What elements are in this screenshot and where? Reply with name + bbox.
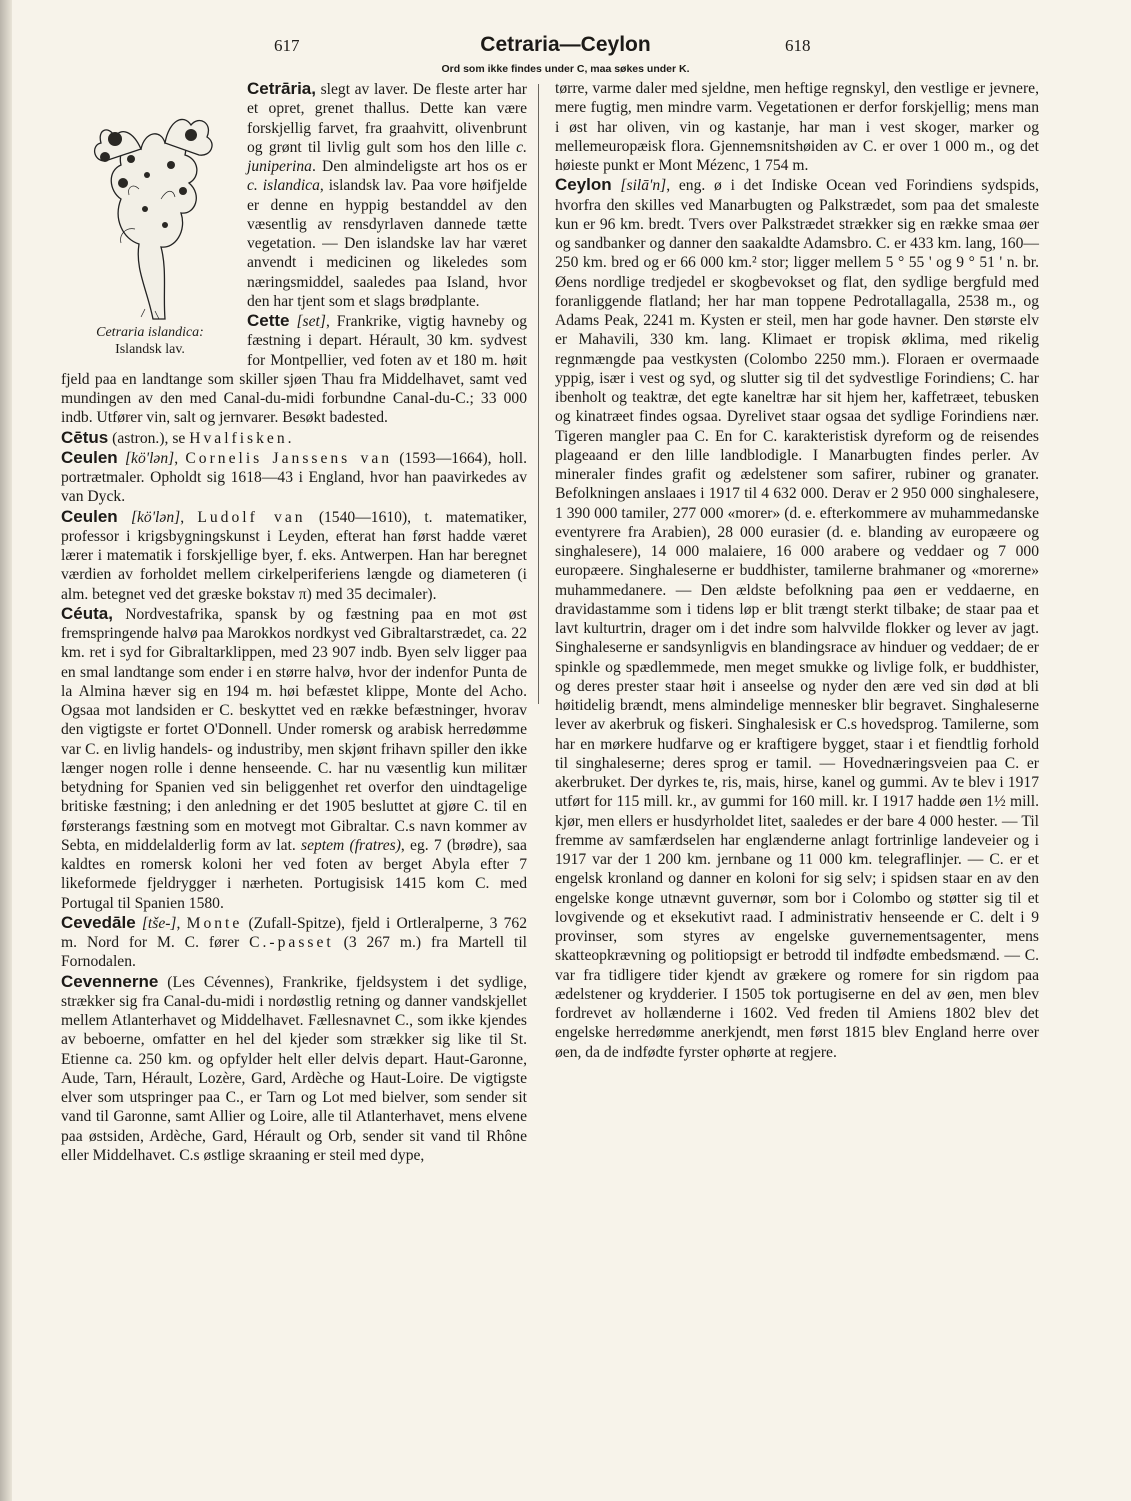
pronunciation: [kö'lən]	[117, 449, 175, 467]
entry-text: ,	[180, 508, 198, 526]
headword: Cette	[247, 311, 290, 330]
entry-text: ,	[176, 914, 187, 932]
entry-ceulen-cornelis	[61, 448, 527, 507]
entry-ceylon	[555, 175, 1039, 1062]
page-number-right: 618	[785, 36, 811, 55]
headword: Cevedāle	[61, 912, 136, 932]
entry-text: , eg. 7 (brødre), saa kaldtes en romersk koloni her ved foten av berget Abyla efter 7 likeformede fjeldrygger i nærheten. Portugisisk 1415 kom C. med Portugal til Spanien 1580.	[61, 836, 527, 912]
headword: Cetrāria,	[247, 79, 316, 98]
entry-text: ,	[174, 449, 186, 467]
running-title: Cetraria—Ceylon	[480, 33, 651, 56]
entry-text: , Frankrike, vigtig havneby og fæstning i depart. Hérault, 30 km. sydvest for Montpellier, ved foten av et 180 m. høit fjeld paa en landtange som skiller sjøen Thau fra Middelhavet, samt ved mundingen av den med Canal-du-midi forbundne Canal-du-C.; 33 000 indb. Utfører vin, salt og jernvarer. Besøkt badested.	[61, 313, 527, 427]
entry-italic: c. juniperina	[247, 138, 527, 175]
column-divider	[538, 84, 539, 704]
entry-text: (3 267 m.) fra Martell til Fornodalen.	[61, 934, 527, 971]
headword: Céuta,	[61, 603, 113, 623]
figure-caption-common: Islandsk lav.	[115, 342, 185, 357]
lichen-illustration	[75, 79, 225, 324]
left-column	[61, 79, 527, 1165]
spaced-name: Cornelis Janssens van	[185, 449, 393, 467]
figure-caption-species: Cetraria islandica:	[96, 325, 204, 340]
entry-text: .	[287, 429, 292, 447]
headword: Cētus	[61, 427, 109, 447]
entry-cetus	[61, 428, 527, 448]
entry-text: , islandsk lav. Paa vore høifjelde er denne en hyppig bestanddel av den væsentlig av rensdyrlaven dannede tætte vegetation. — Den islandske lav har været anvendt i medicinen og likeledes som næringsmiddel, saaledes paa Island, hvor den har tjent som et slags brødplante.	[247, 177, 527, 310]
entry-text: slegt av laver. De fleste arter har et opret, grenet thallus. Dette kan være forskjellig farvet, fra graahvitt, olivenbrunt og grønt til livlig gult som hos den lille	[247, 81, 527, 156]
entry-ceuta	[61, 604, 527, 913]
figure-caption	[61, 324, 239, 358]
headword: Cevennerne	[61, 971, 159, 991]
spaced-name: C.-passet	[249, 934, 334, 951]
right-column	[555, 79, 1039, 1062]
entry-italic: c. islandica	[247, 177, 320, 195]
page-number-left: 617	[274, 36, 300, 55]
cross-reference: Hvalfisken	[189, 429, 288, 447]
pronunciation: [kö'lən]	[117, 508, 181, 526]
headword: Ceulen	[61, 506, 118, 526]
entry-text: Nordvestafrika, spansk by og fæstning paa en mot øst fremspringende halvø paa Marokkos nordkyst ved Gibraltarstrædet, ca. 22 km. ret i syd for Gibraltarklippen, med 23 907 indb. Byen selv ligger paa en smal landtange som ender i en større halvø, hvor der indenfor Punta de la Almina hæver sig en 194 m. høi befæstet klippe, Monte del Acho. Ogsaa mot landsiden er C. beskyttet ved en række befæstninger, hvorav den vigtigste er fortet O'Donnell. Under romersk og arabisk herredømme var C. en livlig handels- og industriby, men skjønt frihavn spiller den ikke længer nogen rolle i denne henseende. C. har nu væsentlig kun militær betydning for Spanien ved sin beliggenhet ret overfor den uindtagelige britiske fæstning; i den anledning er det 1905 besluttet at gjøre C. til en førsterangs fæstning som en motvegt mot Gibraltar. C.s navn kommer av Sebta, en middelalderlig form av lat.	[61, 605, 527, 854]
page-binding-edge	[0, 0, 12, 1501]
entry-text: (1540—1610), t. matematiker, professor i krigsbygningskunst i Leyden, efterat han først hadde været lærer i matematik i forskjellige byer, f. eks. Antwerpen. Han har beregnet værdien av forholdet mellem cirkelperiferiens længde og diameteren (i alm. betegnet ved det græske bokstav π) med 35 decimaler).	[61, 508, 528, 603]
entry-text: . Den almindeligste art hos os er	[311, 158, 527, 175]
entry-text: (astron.), se	[108, 429, 190, 447]
spaced-name: Ludolf van	[197, 508, 306, 526]
entry-cevedale	[61, 913, 527, 972]
entry-text: (1593—1664), holl. portrætmaler. Opholdt sig 1618—43 i England, hvor han paavirkedes av van Dyck.	[61, 449, 527, 506]
lichen-figure	[61, 79, 239, 367]
pronunciation: [silā'n]	[611, 177, 667, 195]
entry-text: , eng. ø i det Indiske Ocean ved Forindiens sydspids, hvorfra den skilles ved Manarbugten og Palkstrædet, som paa det smaleste kun er 96 km. bredt. Tvers over Palkstrædet strækker sig en række smaa øer og sandbanker og danner den saakaldte Adamsbro. C. er 433 km. lang, 160—250 km. bred og er 66 000 km.² stor; ligger mellem 5 ° 55 ' og 9 ° 51 ' n. br. Øens nordlige tredjedel er skogbevokset og flat, den sydlige bergfuld med foranliggende flatland; her har man toppene Pedrotallagalla, 2538 m., og Adams Peak, 2241 m. Kysten er steil, men har gode havner. Den største elv er Mahavili, 330 km. lang. Klimaet er tropisk øklima, med rikelig regnmængde paa vestkysten (Colombo 2250 mm.). Floraen er overmaade yppig, især i vest og syd, og slutter sig til det sydvestlige Forindiens; C. har ibenholt og teaktræ, det egte kaneltræ har sit hjem her, kaffetræet, tebusken og kinatræet findes ogsaa. Dyrelivet staar ogsaa det sydlige Forindiens nær. Tigeren mangler paa C. En for C. karakteristisk dyreform og de reisendes plageaand er den lille landblodigle. I Manarbugten findes perler. Av mineraler findes grafit og ædelstener som safirer, rubiner og granater. Befolkningen anslaaes i 1917 til 4 632 000. Derav er 2 950 000 singhalesere, 1 390 000 tamiler, 277 000 «morer» (d. e. efterkommere av muhammedanske eventyrere fra Arabien), 28 000 eurasier (d. e. blanding av europæere og singhalesere), 14 000 malaiere, 16 000 arabere og veddaer og 7 000 europæere. Singhaleserne er buddhister, tamilerne brahmaner og «morerne» muhammedanere. — Den ældste befolkning paa øen er veddaerne, en dravidastamme som i tidens løp er blit trængt sterkt tilbake; de staar paa et lavt kulturtrin, drager om i det indre som halvvilde flokker og lever av jagt. Singhaleserne er sandsynligvis en blandingsrace av hinduer og veddaer; de er spinkle og spædlemmede, men meget smukke og livlige folk, er buddhister, og deres prester staar høit i anseelse og nyder den ære ved sin død at bli høitidelig brændt, mens almindelige mennesker blir begravet. Singhaleserne lever av akerbruk og fiskeri. Singhalesisk er C.s hovedsprog. Tamilerne, som har en mørkere hudfarve og er kraftigere bygget, staar i et fiendtlig forhold til singhaleserne; deres sprog er tamil. — Hovednæringsveien paa C. er akerbruket. Der dyrkes te, ris, mais, hirse, kanel og gummi. Av te blev i 1917 utført for 115 mill. kr., av gummi for 160 mill. kr. I 1917 hadde øen 1½ mill. kjør, men ellers er husdyrholdet litet, saaledes er der bare 4 000 hester. — Til fremme av samfærdselen har englænderne anlagt fortrinlige landeveier og i 1917 var der 1 200 km. jernbane og 11 000 km. telegraflinjer. — C. er et engelsk kronland og danner en koloni for sig selv; i spidsen staar en av den engelske konge utnævnt guvernør, som bor i Colombo og støtter sig til et lovgivende og et eksekutivt raad. I administrativ henseende er C. delt i 9 provinser, som styres av engelske guvernementsagenter, mens skatteopkrævning og politiopsigt er betrodd til indfødte embedsmænd. — C. var fra tidligere tider kjendt av grækere og romere for sin rigdom paa ædelstener og krydderier. I 1505 tok portugiserne en del av øen, men blev fordrevet av hollænderne i 1602. Ved freden til Amiens 1802 blev det engelske herredømme anerkjendt, men først 1815 blev England herre over øen, da de indfødte fyrster ophørte at regjere.	[555, 177, 1039, 1061]
entry-text: (Zufall-Spitze), fjeld i Ortleralperne, 3 762 m. Nord for M. C. fører	[61, 914, 527, 951]
pronunciation: [tše-]	[135, 914, 177, 932]
headword: Ceulen	[61, 447, 118, 467]
entry-cevennerne-continued: tørre, varme daler med sjeldne, men heftige regnskyl, den vestlige er jevnere, mere fugtig, men mindre varm. Vegetationen er derfor forskjellig; mens man i øst har oliven, vin og kastanje, har man i vest skoger, marker og mellemeuropæisk flora. Gjennemsnitshøiden av C. er over 1 000 m., og det høieste punkt er Mont Mézenc, 1 754 m.	[555, 80, 1039, 174]
entry-cevennerne	[61, 972, 527, 1166]
entry-ceulen-ludolf	[61, 507, 527, 604]
entry-italic: septem (fratres)	[301, 836, 401, 854]
running-subtitle: Ord som ikke findes under C, maa søkes under K.	[441, 63, 690, 75]
pronunciation: [set]	[289, 313, 326, 330]
headword: Ceylon	[555, 175, 612, 195]
spaced-name: Monte	[186, 914, 243, 932]
entry-text: (Les Cévennes), Frankrike, fjeldsystem i det sydlige, strækker sig fra Canal-du-midi i nordøstlig retning og danner vandskjellet mellem Atlanterhavet og Middelhavet. Fællesnavnet C., som ikke kjendes av beboerne, omfatter en hel del kjeder som strækker sig like til St. Etienne ca. 250 km. og opfylder helt eller delvis depart. Haut-Garonne, Aude, Tarn, Hérault, Lozère, Gard, Ardèche og Haut-Loire. De vigtigste elver som utspringer paa C., er Tarn og Lot med bielver, som sender sit vand til Garonne, samt Allier og Loire, alle til Atlanterhavet, mens elvene paa østsiden, Ardèche, Gard, Hérault og Orb, sender sit vand til Rhône eller Middelhavet. C.s østlige skraaning er steil med dype,	[61, 973, 527, 1164]
